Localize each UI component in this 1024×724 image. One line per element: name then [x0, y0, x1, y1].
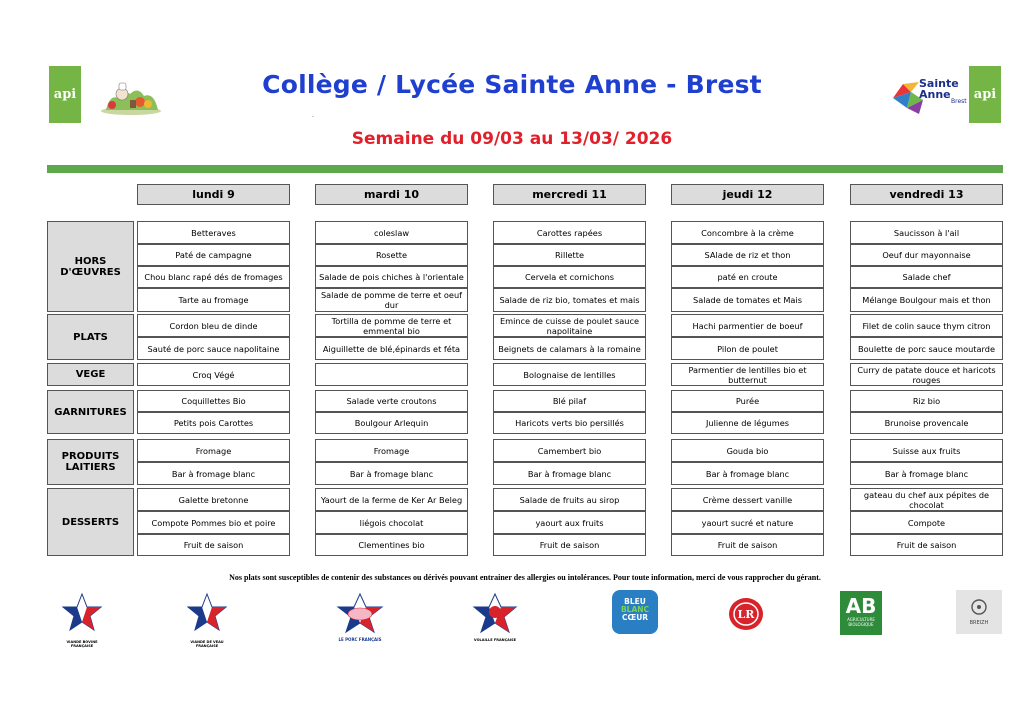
menu-cell: Filet de colin sauce thym citron	[850, 314, 1003, 337]
menu-cell: Boulette de porc sauce moutarde	[850, 337, 1003, 360]
sainte-anne-text-2: Anne	[919, 88, 951, 101]
day-header: mercredi 11	[493, 184, 646, 205]
menu-cell: Cervela et cornichons	[493, 266, 646, 288]
menu-cell: Croq Végé	[137, 363, 290, 386]
menu-cell	[315, 363, 468, 386]
vvf-logo: VIANDE DE VEAU FRANÇAISE	[187, 592, 227, 638]
vbf-logo: VIANDE BOVINE FRANÇAISE	[62, 592, 102, 638]
category-label: HORS D'ŒUVRES	[47, 221, 134, 312]
menu-cell: Mélange Boulgour mais et thon	[850, 288, 1003, 312]
day-header: lundi 9	[137, 184, 290, 205]
breizh-logo: BREIZH	[956, 590, 1002, 636]
menu-cell: Blé pilaf	[493, 390, 646, 412]
menu-cell: Chou blanc rapé dés de fromages	[137, 266, 290, 288]
menu-cell: Salade de riz bio, tomates et mais	[493, 288, 646, 312]
menu-cell: Bar à fromage blanc	[493, 462, 646, 485]
menu-cell: Tarte au fromage	[137, 288, 290, 312]
menu-cell: Fruit de saison	[137, 534, 290, 556]
menu-cell: Coquillettes Bio	[137, 390, 290, 412]
menu-cell: Rillette	[493, 244, 646, 266]
menu-cell: Cordon bleu de dinde	[137, 314, 290, 337]
menu-cell: Hachi parmentier de boeuf	[671, 314, 824, 337]
page-title: Collège / Lycée Sainte Anne - Brest	[262, 70, 762, 99]
menu-cell: paté en croute	[671, 266, 824, 288]
menu-cell: Fruit de saison	[493, 534, 646, 556]
menu-cell: Carottes rapées	[493, 221, 646, 244]
menu-cell: Rosette	[315, 244, 468, 266]
menu-cell: coleslaw	[315, 221, 468, 244]
menu-cell: Riz bio	[850, 390, 1003, 412]
label-rouge-logo	[727, 596, 765, 642]
menu-cell: Parmentier de lentilles bio et butternut	[671, 363, 824, 386]
label-rouge-icon	[727, 596, 765, 632]
menu-cell: Tortilla de pomme de terre et emmental bio	[315, 314, 468, 337]
header-divider	[47, 165, 1003, 173]
day-header: mardi 10	[315, 184, 468, 205]
menu-cell: Salade de pois chiches à l'orientale	[315, 266, 468, 288]
menu-cell: Sauté de porc sauce napolitaine	[137, 337, 290, 360]
menu-cell: Suisse aux fruits	[850, 439, 1003, 462]
volaille-francaise-logo: VOLAILLE FRANÇAISE	[472, 592, 518, 638]
menu-cell: Galette bretonne	[137, 488, 290, 511]
allergy-notice: Nos plats sont susceptibles de contenir des substances ou dérivés pouvant entrainer des allergies ou intolérances. Pour toute information, merci de vous rapprocher du gérant.	[229, 573, 821, 582]
menu-cell: Curry de patate douce et haricots rouges	[850, 363, 1003, 386]
menu-cell: Salade de fruits au sirop	[493, 488, 646, 511]
menu-cell: Gouda bio	[671, 439, 824, 462]
menu-cell: yaourt aux fruits	[493, 511, 646, 534]
menu-cell: Pilon de poulet	[671, 337, 824, 360]
menu-cell: Fromage	[315, 439, 468, 462]
stray-dot: .	[312, 112, 314, 119]
volaille-star-icon	[472, 592, 518, 636]
porc-star-icon	[336, 592, 384, 636]
menu-cell: Clementines bio	[315, 534, 468, 556]
agriculture-biologique-logo: AB AGRICULTURE BIOLOGIQUE	[840, 591, 882, 637]
menu-cell: liégois chocolat	[315, 511, 468, 534]
menu-cell: Fruit de saison	[671, 534, 824, 556]
menu-cell: Bar à fromage blanc	[671, 462, 824, 485]
menu-cell: Haricots verts bio persillés	[493, 412, 646, 434]
menu-cell: Compote	[850, 511, 1003, 534]
menu-cell: Oeuf dur mayonnaise	[850, 244, 1003, 266]
menu-cell: Salade chef	[850, 266, 1003, 288]
category-label: PRODUITS LAITIERS	[47, 439, 134, 485]
menu-cell: Fruit de saison	[850, 534, 1003, 556]
menu-cell: Salade de pomme de terre et oeuf dur	[315, 288, 468, 312]
menu-cell: Purée	[671, 390, 824, 412]
menu-cell: Bolognaise de lentilles	[493, 363, 646, 386]
menu-cell: yaourt sucré et nature	[671, 511, 824, 534]
porc-francais-logo: LE PORC FRANÇAIS	[336, 592, 384, 638]
category-label: GARNITURES	[47, 390, 134, 434]
menu-cell: Camembert bio	[493, 439, 646, 462]
menu-cell: Brunoise provencale	[850, 412, 1003, 434]
sainte-anne-logo	[889, 76, 967, 118]
menu-cell: Paté de campagne	[137, 244, 290, 266]
category-label: DESSERTS	[47, 488, 134, 556]
menu-cell: Beignets de calamars à la romaine	[493, 337, 646, 360]
vvf-star-icon	[187, 592, 227, 636]
vbf-star-icon	[62, 592, 102, 636]
day-header: vendredi 13	[850, 184, 1003, 205]
bleu-blanc-coeur-logo: BLEU BLANC CŒUR	[612, 590, 658, 636]
menu-cell: Bar à fromage blanc	[315, 462, 468, 485]
menu-cell: Bar à fromage blanc	[850, 462, 1003, 485]
menu-cell: Betteraves	[137, 221, 290, 244]
week-subtitle: Semaine du 09/03 au 13/03/ 2026	[351, 129, 673, 149]
day-header: jeudi 12	[671, 184, 824, 205]
menu-cell: Petits pois Carottes	[137, 412, 290, 434]
sainte-anne-brest: Brest	[951, 98, 967, 105]
sainte-anne-text-1: Sainte	[919, 77, 959, 90]
menu-cell: Julienne de légumes	[671, 412, 824, 434]
api-logo-left: api	[49, 66, 81, 123]
api-logo-right: api	[969, 66, 1001, 123]
svg-text:LR: LR	[737, 608, 755, 621]
menu-cell: Saucisson à l'ail	[850, 221, 1003, 244]
menu-cell: Salade de tomates et Mais	[671, 288, 824, 312]
menu-cell: Crème dessert vanille	[671, 488, 824, 511]
menu-cell: Bar à fromage blanc	[137, 462, 290, 485]
menu-cell: Concombre à la crème	[671, 221, 824, 244]
menu-cell: Yaourt de la ferme de Ker Ar Beleg	[315, 488, 468, 511]
menu-cell: Fromage	[137, 439, 290, 462]
category-label: PLATS	[47, 314, 134, 360]
menu-cell: Salade verte croutons	[315, 390, 468, 412]
menu-cell: Compote Pommes bio et poire	[137, 511, 290, 534]
menu-cell: Boulgour Arlequin	[315, 412, 468, 434]
triskell-icon	[969, 598, 989, 616]
menu-cell: Emince de cuisse de poulet sauce napolitaine	[493, 314, 646, 337]
category-label: VEGE	[47, 363, 134, 386]
menu-cell: gateau du chef aux pépites de chocolat	[850, 488, 1003, 511]
menu-cell: SAlade de riz et thon	[671, 244, 824, 266]
menu-cell: Aiguillette de blé,épinards et féta	[315, 337, 468, 360]
